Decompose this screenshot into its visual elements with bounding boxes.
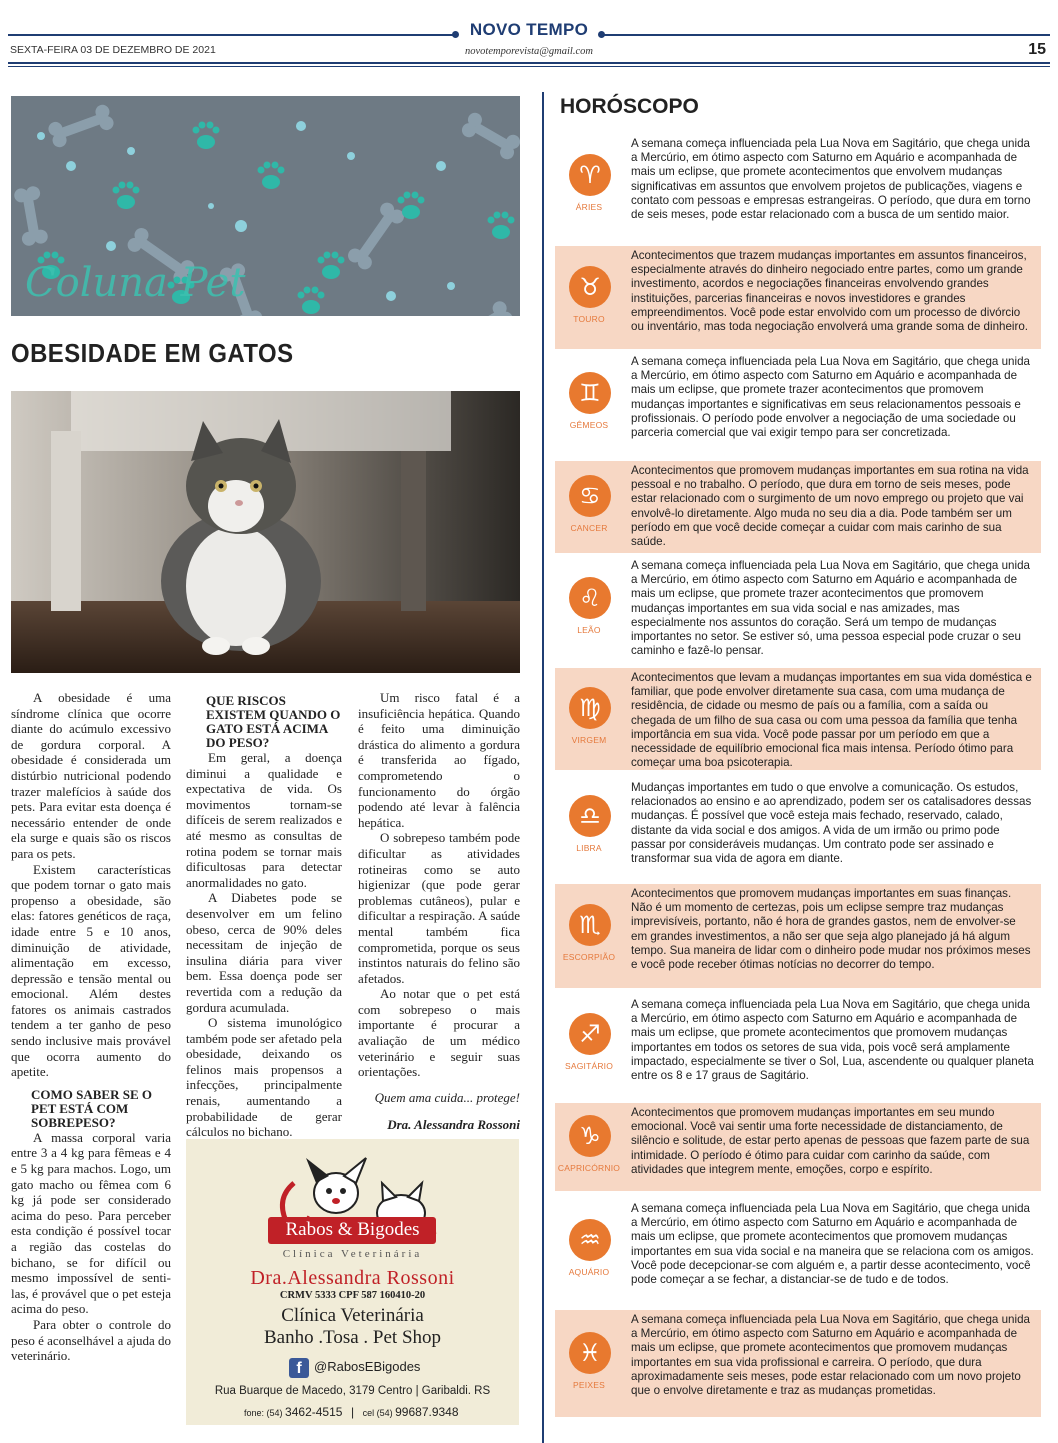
article-title: OBESIDADE EM GATOS: [11, 338, 294, 368]
service-line-2: Banho .Tosa . Pet Shop: [263, 1327, 442, 1348]
sign-name: AQUÁRIO: [568, 1267, 610, 1277]
horoscope-scorpio: [555, 884, 1041, 988]
svg-text:♑: ♑: [579, 1122, 601, 1150]
svg-text:♓: ♓: [579, 1339, 601, 1367]
doctor-name: Dra.Alessandra Rossoni: [250, 1267, 455, 1289]
paragraph: A Diabetes pode se desenvolver em um felino obeso, cerca de 90% deles necessitam de injeção de insulina diária para viver bem. Essa doença pode ser revertida com a redução da gordura acumulada.: [186, 890, 342, 1015]
sign-name: LEÃO: [577, 625, 601, 635]
brand-subtitle: Clínica Veterinária: [282, 1248, 423, 1260]
cancer-icon: [567, 473, 613, 519]
virgo-icon: [567, 685, 613, 731]
horoscope-taurus: [555, 246, 1041, 349]
cat-illustration: [11, 391, 520, 673]
sign-name: ÁRIES: [575, 202, 603, 212]
svg-text:♎: ♎: [579, 802, 601, 830]
clinic-advertisement[interactable]: [186, 1139, 519, 1425]
sign-name: VIRGEM: [571, 735, 607, 745]
header-rule-right: [600, 34, 1050, 36]
clinic-address: Rua Buarque de Macedo, 3179 Centro | Garibaldi. RS: [214, 1385, 491, 1397]
sign-forecast: A semana começa influenciada pela Lua Nova em Sagitário, que chega unida a Mercúrio, em ótimo aspecto com Saturno em Aquário e acompanhada de mais um eclipse, que promete acontecimentos que promovem mudanças importantes em todos os setores de sua vida, pois você será amplamente impactado, especialmente se tiver o Sol, Lua, ascendente ou qualquer planeta entre os 8 e 17 graus de Sagitário.: [631, 998, 1034, 1083]
aquarius-icon: [567, 1217, 613, 1263]
paragraph: A obesidade é uma síndrome clínica que ocorre diante do acúmulo excessivo de gordura corporal. A obesidade é considerada um distúrbio nutricional podendo trazer malefícios à saúde dos pets. Para evitar esta doença é necessário entender de onde ela surge e quais são os riscos para os pets.: [11, 690, 171, 861]
service-line-1: Clínica Veterinária: [281, 1305, 424, 1326]
sign-forecast: A semana começa influenciada pela Lua Nova em Sagitário, que chega unida a Mercúrio, em ótimo aspecto com Saturno em Aquário e acompanhada de mais um eclipse, que promete trazer acontecimentos que promovem mudanças importantes e significativas em seus relacionamentos pessoais e profissionais. O período pode envolver a negociação de uma sociedade ou parceria comercial que vai exigir tempo para ser concretizada.: [631, 355, 1030, 440]
sign-name: TOURO: [573, 314, 605, 324]
page-number: 15: [1028, 41, 1046, 58]
sign-forecast: A semana começa influenciada pela Lua Nova em Sagitário, que chega unida a Mercúrio, em ótimo aspecto com Saturno em Aquário e acompanhada de mais um eclipse, que promete acontecimentos que promovem mudanças importantes em sua vida social e na maneira que se relaciona com os amigos. Você pode decepcionar-se com alguém e, a partir desse acontecimento, você pode começar a se fechar, a distanciar-se de tudo e de todos.: [631, 1202, 1034, 1287]
brand-name: Rabos & Bigodes: [285, 1219, 420, 1240]
taurus-icon: [567, 264, 613, 310]
newspaper-title: NOVO TEMPO: [469, 20, 589, 39]
sign-name: CAPRICÓRNIO: [557, 1163, 621, 1173]
sign-forecast: Acontecimentos que promovem mudanças importantes em sua rotina na vida pessoal e no trabalho. O período, que dura em torno de seis meses, pode estar relacionado com o surgimento de um novo emprego ou projeto que vai envolvê-lo diretamente. Algo muda no seu dia a dia. Pode também ser um período em que você decide começar a cuidar com mais carinho de sua saúde.: [631, 464, 1029, 549]
svg-text:♐: ♐: [579, 1020, 601, 1048]
horoscope-divider: [542, 92, 544, 1443]
social-handle[interactable]: @RabosEBigodes: [314, 1359, 421, 1374]
svg-text:♈: ♈: [579, 161, 601, 189]
sign-name: CANCER: [570, 523, 608, 533]
facebook-icon[interactable]: f: [289, 1358, 309, 1378]
svg-text:♒: ♒: [579, 1226, 601, 1254]
sign-name: SAGITÁRIO: [564, 1061, 614, 1071]
aries-icon: [567, 152, 613, 198]
sign-forecast: Mudanças importantes em tudo o que envolve a comunicação. Os estudos, relacionados ao ensino e ao aprendizado, podem ser os catalisadores dessas mudanças. É possível que você esteja mais fechado, reservado, calado, distante da vida social e dos amigos. A vida de um irmão ou primo pode passar por consideráveis mudanças. Um contrato pode ser assinado e transformar sua vida de agora em diante.: [631, 781, 1032, 866]
horoscope-aries: [555, 134, 1041, 238]
cat-photo: [11, 391, 520, 673]
paragraph: O sobrepeso também pode dificultar as atividades rotineiras como se auto higienizar (que pode gerar problemas cutâneos), pular e dificultar a respiração. A saúde mental também fica comprometida, porque os seus instintos naturais do felino são afetados.: [358, 830, 520, 986]
paragraph: Em geral, a doença diminui a qualidade e expectativa de vida. Os movimentos tornam-se difíceis de serem realizados e até mesmo as consultas de rotina podem se tornar mais dificultosas para detectar anormalidades no gato.: [186, 750, 342, 890]
horoscope-leo: [555, 556, 1041, 661]
svg-text:♍: ♍: [579, 694, 601, 722]
svg-text:♏: ♏: [579, 911, 601, 939]
gemini-icon: [567, 370, 613, 416]
crmv-number: CRMV 5333 CPF 587 160410-20: [279, 1290, 426, 1301]
paragraph: O sistema imunológico também pode ser afetado pela obesidade, deixando os felinos mais propensos a infecções, principalmente renais, aumentando a probabilidade de gerar cálculos no bichano.: [186, 1015, 342, 1140]
issue-date: SEXTA-FEIRA 03 DE DEZEMBRO DE 2021: [10, 44, 216, 56]
paragraph: Existem características que podem tornar o gato mais propenso a obesidade, são elas: fatores genéticos de raça, idade entre 5 e 10 anos, diminuição de atividade, alimentação em excesso, depressão e tensão mental ou emocional. Além destes fatores os animais castrados tendem a ter ganho de peso sendo inclusive mais provável que ocorra aumento do apetite.: [11, 861, 171, 1080]
sign-name: PEIXES: [573, 1380, 605, 1390]
horoscope-pisces: [555, 1310, 1041, 1417]
cel-label: cel (54): [362, 1408, 393, 1418]
horoscope-aquarius: [555, 1199, 1041, 1302]
svg-text:♌: ♌: [579, 584, 601, 612]
leo-icon: [567, 575, 613, 621]
sign-forecast: Acontecimentos que promovem mudanças importantes em seu mundo emocional. Você vai sentir uma forte necessidade de distanciamento, de silêncio e solitude, de estar perto apenas de pessoas que fazem parte de sua intimidade. O período é ótimo para cuidar com carinho da saúde, com atividades que integrem mente, emoções, corpo e espírito.: [631, 1106, 1030, 1176]
libra-icon: [567, 793, 613, 839]
sign-forecast: Acontecimentos que levam a mudanças importantes em sua vida doméstica e familiar, que pode envolver diretamente sua casa, com uma mudança de residência, de cidade ou mesmo de país ou a família, com a saída ou chegada de um filho de sua casa ou com uma pessoa da família que tenha importância em sua vida. Você pode passar por um período em que a necessidade de equilíbrio emocional fica mais intensa. Período ótimo para começar uma boa psicoterapia.: [631, 671, 1032, 770]
sign-forecast: A semana começa influenciada pela Lua Nova em Sagitário, que chega unida a Mercúrio, em ótimo aspecto com Saturno em Aquário e acompanhada de mais um eclipse, que promete acontecimentos que promovem mudanças importantes em sua vida profissional e carreira. O período, que dura aproximadamente seis meses, pode estar relacionado com um novo projeto que o envolve diretamente e traz as mudanças prometidas.: [631, 1313, 1030, 1398]
horoscope-sagittarius: [555, 995, 1041, 1094]
svg-text:♊: ♊: [579, 379, 601, 407]
phone-number[interactable]: 3462-4515: [285, 1405, 343, 1419]
pisces-icon: [567, 1330, 613, 1376]
capricorn-icon: [567, 1113, 613, 1159]
article-column-1: [11, 690, 171, 1364]
paragraph: Para obter o controle do peso é aconselhável a ajuda do veterinário.: [11, 1316, 171, 1364]
banner-text: Coluna Pet: [25, 260, 246, 306]
sign-name: ESCORPIÃO: [562, 952, 616, 962]
horoscope-gemini: [555, 352, 1041, 456]
header-divider: [8, 62, 1050, 64]
paragraph: Ao notar que o pet está com sobrepeso o mais importante é procurar a avaliação de um médico veterinário e seguir suas orientações.: [358, 986, 520, 1080]
section-heading: COMO SABER SE O PET ESTÁ COM SOBREPESO?: [31, 1086, 152, 1130]
scorpio-icon: [567, 902, 613, 948]
horoscope-cancer: [555, 461, 1041, 553]
author: Dra. Alessandra Rossoni: [387, 1117, 520, 1133]
sign-forecast: A semana começa influenciada pela Lua Nova em Sagitário, que chega unida a Mercúrio, em ótimo aspecto com Saturno em Aquário e acompanhada de mais um eclipse, que promete acontecimentos que envolvem mudanças significativas em assuntos que envolvem projetos de publicações, viagens e contato com pessoas e empresas estrangeiras. O período, que dura em torno de seis meses, pode estar relacionado com a busca de um sentido maior.: [631, 137, 1031, 222]
closing-line: Quem ama cuida... protege!: [374, 1089, 520, 1105]
horoscope-virgo: [555, 668, 1041, 770]
paragraph: A massa corporal varia entre 3 a 4 kg para fêmeas e 4 e 5 kg para machos. Logo, um gato macho ou fêmea com 6 kg já pode ser considerado acima do peso. Para perceber esta condição é possível tocar a região das costelas do bichano, se for difícil ou mesmo impossível de senti-las, é provável que o pet esteja acima do peso.: [11, 1129, 171, 1317]
coluna-pet-banner: [11, 96, 520, 316]
paw-bone-pattern: [11, 96, 520, 316]
svg-text:♋: ♋: [579, 482, 601, 510]
sign-forecast: A semana começa influenciada pela Lua Nova em Sagitário, que chega unida a Mercúrio, em ótimo aspecto com Saturno em Aquário e acompanhada de mais um eclipse, que promete trazer acontecimentos que promovem mudanças importantes em sua vida social e nas amizades, mas especialmente nos assuntos do coração. Será um tempo de mudanças importantes no setor. Se estiver só, uma pessoa especial pode cruzar o seu caminho e fazê-lo pensar.: [631, 559, 1030, 658]
sign-name: LIBRA: [576, 843, 602, 853]
contact-email[interactable]: novotemporevista@gmail.com: [465, 46, 593, 57]
sagittarius-icon: [567, 1011, 613, 1057]
sign-name: GÊMEOS: [569, 420, 609, 430]
horoscope-capricorn: [555, 1103, 1041, 1191]
header-divider-thin: [8, 66, 1050, 67]
svg-text:♉: ♉: [579, 273, 601, 301]
sign-forecast: Acontecimentos que trazem mudanças importantes em assuntos financeiros, especialmente através do dinheiro negociado entre partes, como um grande investimento, acordos e negociações financeiras envolvendo grandes instituições, parcerias financeiras e novos investidores e grandes empreendimentos. Você pode estar envolvido com um processo de divórcio ou inventário, mas toda negociação envolverá uma grande soma de dinheiro.: [631, 249, 1029, 334]
horoscope-libra: [555, 778, 1041, 876]
phone-label: fone: (54): [244, 1408, 283, 1418]
horoscope-title: HORÓSCOPO: [560, 95, 699, 118]
article-column-2: [186, 690, 342, 1140]
paragraph: Um risco fatal é a insuficiência hepática. Quando é feito uma diminuição drástica do alimento a gordura é transferida ao fígado, comprometendo o funcionamento do órgão podendo até levar à falência hepática.: [358, 690, 520, 830]
article-column-3: [358, 690, 520, 1133]
phone-row: fone: (54) 3462-4515 | cel (54) 99687.9348: [244, 1405, 459, 1419]
cel-number[interactable]: 99687.9348: [395, 1405, 459, 1419]
sign-forecast: Acontecimentos que promovem mudanças importantes em suas finanças. Não é um momento de certezas, pois um eclipse sempre traz mudanças imprevisíveis, portanto, não é hora de grandes gastos, nem de envolver-se em grandes investimentos, a não ser que seja algo planejado já há algum tempo. Sua maneira de lidar com o dinheiro pode mudar nos próximos meses e você pode receber ótimas notícias no decorrer do tempo.: [631, 887, 1031, 972]
section-heading: QUE RISCOS EXISTEM QUANDO O GATO ESTÁ ACIMA DO PESO?: [206, 693, 341, 750]
